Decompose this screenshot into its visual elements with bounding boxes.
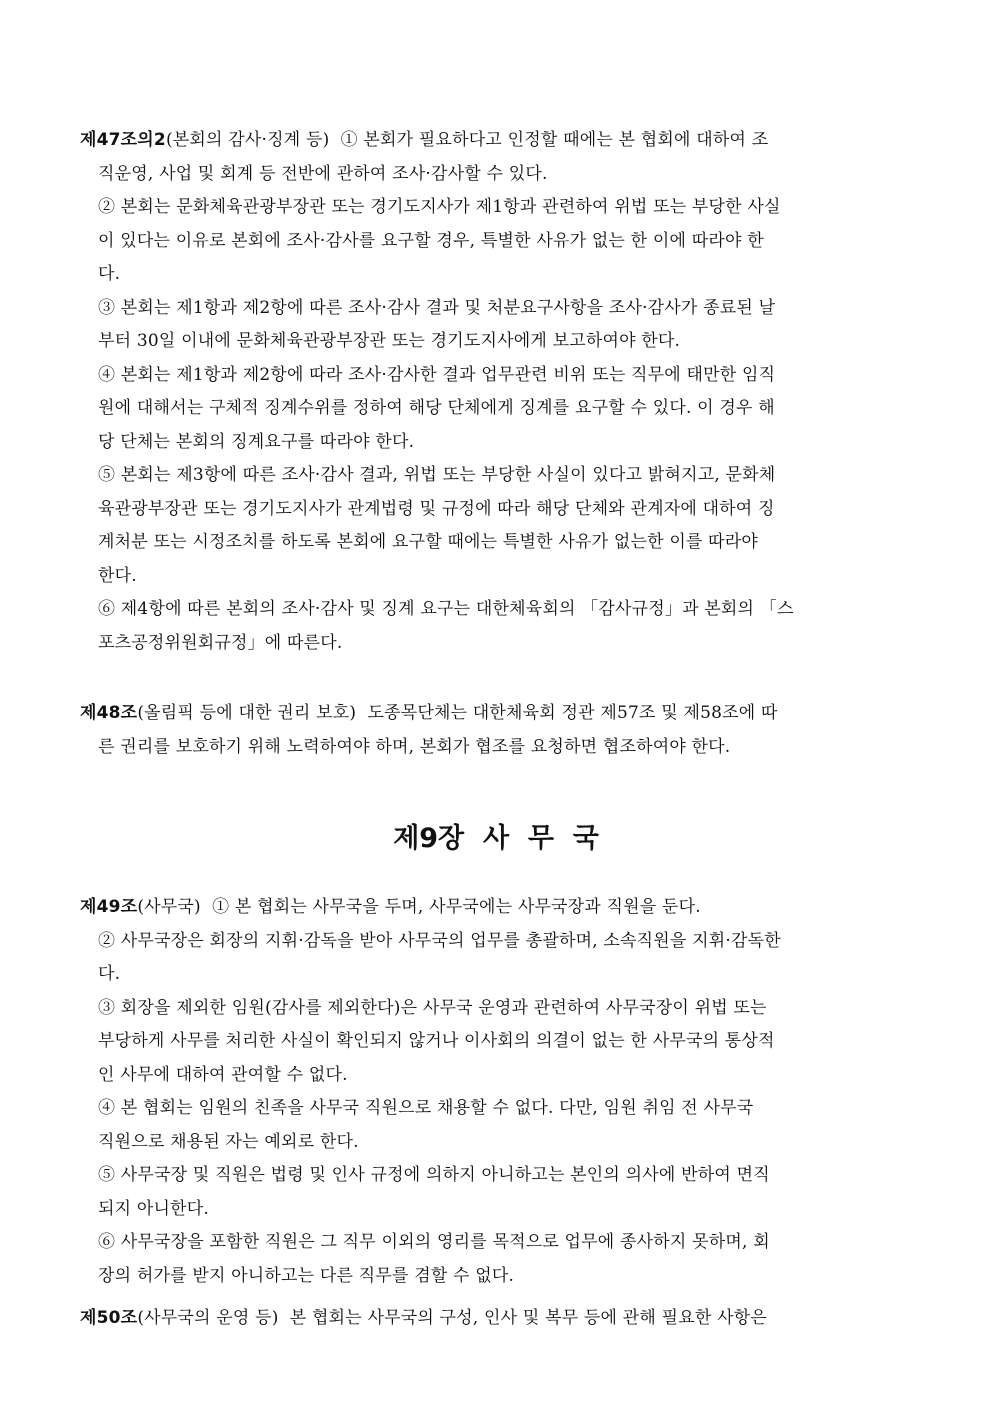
article-48-first-line [80, 697, 912, 731]
article-text-line: ③ 본회는 제1항과 제2항에 따른 조사·감사 결과 및 처분요구사항을 조사·감사가 종료된 날 [98, 297, 776, 318]
article-text-line: 부터 30일 이내에 문화체육관광부장관 또는 경기도지사에게 보고하여야 한다. [98, 331, 681, 351]
article-47-2 [80, 124, 912, 660]
article-text-line: 육관광부장관 또는 경기도지사가 관계법령 및 규정에 따라 해당 단체와 관계자에 대하여 징 [98, 498, 775, 519]
article-text-line: 른 권리를 보호하기 위해 노력하여야 하며, 본회가 협조를 요청하면 협조하여야 한다. [98, 736, 731, 757]
article-49 [80, 891, 912, 1293]
article-text-line: 부당하게 사무를 처리한 사실이 확인되지 않거나 이사회의 의결이 없는 한 사무국의 통상적 [98, 1031, 775, 1051]
article-text-line: 포츠공정위원회규정」에 따른다. [98, 632, 343, 653]
article-text-line: 다. [98, 264, 121, 284]
article-text-line: 원에 대해서는 구체적 징계수위를 정하여 해당 단체에게 징계를 요구할 수 있다. 이 경우 해 [98, 398, 775, 418]
article-title: (사무국의 운영 등) [137, 1308, 279, 1328]
article-50-first-line [80, 1302, 912, 1336]
article-text-line: ① 본회가 필요하다고 인정할 때에는 본 협회에 대하여 조 [340, 130, 769, 150]
article-text-line: ② 본회는 문화체육관광부장관 또는 경기도지사가 제1항과 관련하여 위법 또는 부당한 사실 [98, 197, 781, 217]
article-text-line: ⑥ 사무국장을 포함한 직원은 그 직무 이외의 영리를 목적으로 업무에 종사하지 못하며, 회 [98, 1232, 770, 1252]
article-text-line: ⑤ 본회는 제3항에 따른 조사·감사 결과, 위법 또는 부당한 사실이 있다고 밝혀지고, 문화체 [98, 465, 776, 485]
article-text-line: ⑤ 사무국장 및 직원은 법령 및 인사 규정에 의하지 아니하고는 본인의 의사에 반하여 면직 [98, 1165, 770, 1185]
article-number: 제48조 [80, 703, 138, 723]
article-number: 제50조 [80, 1308, 138, 1328]
article-text-line: 당 단체는 본회의 징계요구를 따라야 한다. [98, 431, 415, 452]
article-title: (본회의 감사·징계 등) [165, 130, 330, 150]
article-text-line: ① 본 협회는 사무국을 두며, 사무국에는 사무국장과 직원을 둔다. [212, 897, 701, 917]
article-text-line: 이 있다는 이유로 본회에 조사·감사를 요구할 경우, 특별한 사유가 없는 한 이에 따라야 한 [98, 230, 764, 251]
article-text-line: 계처분 또는 시정조치를 하도록 본회에 요구할 때에는 특별한 사유가 없는한 이를 따라야 [98, 532, 759, 552]
article-number: 제49조 [80, 897, 138, 917]
article-text-line: 한다. [98, 565, 137, 586]
article-text-line: ④ 본회는 제1항과 제2항에 따라 조사·감사한 결과 업무관련 비위 또는 직무에 태만한 임직 [98, 364, 776, 385]
article-title: (올림픽 등에 대한 권리 보호) [137, 703, 357, 723]
article-text-line: 인 사무에 대하여 관여할 수 없다. [98, 1064, 348, 1085]
article-text-line: 도종목단체는 대한체육회 정관 제57조 및 제58조에 따 [367, 703, 778, 723]
article-text-line: ⑥ 제4항에 따른 본회의 조사·감사 및 징계 요구는 대한체육회의 「감사규정」과 본회의 「스 [98, 599, 794, 619]
article-50 [80, 1302, 912, 1336]
article-text-line: 직운영, 사업 및 회계 등 전반에 관하여 조사·감사할 수 있다. [98, 163, 548, 184]
article-text-line: 장의 허가를 받지 아니하고는 다른 직무를 겸할 수 없다. [98, 1265, 515, 1286]
article-47-2-first-line [80, 124, 912, 158]
article-49-first-line [80, 891, 912, 925]
article-text-line: ③ 회장을 제외한 임원(감사를 제외한다)은 사무국 운영과 관련하여 사무국장이 위법 또는 [98, 997, 767, 1018]
article-text-line: 직원으로 채용된 자는 예외로 한다. [98, 1131, 359, 1152]
article-text-line: 본 협회는 사무국의 구성, 인사 및 복무 등에 관해 필요한 사항은 [289, 1308, 767, 1328]
chapter-heading: 제9장 사 무 국 [393, 823, 599, 854]
article-text-line: 다. [98, 964, 121, 984]
article-title: (사무국) [137, 897, 201, 917]
article-text-line: 되지 아니한다. [98, 1198, 209, 1219]
article-number: 제47조의2 [80, 130, 166, 150]
article-text-line: ④ 본 협회는 임원의 친족을 사무국 직원으로 채용할 수 없다. 다만, 임원 취임 전 사무국 [98, 1098, 754, 1118]
article-text-line: ② 사무국장은 회장의 지휘·감독을 받아 사무국의 업무를 총괄하며, 소속직원을 지휘·감독한 [98, 930, 781, 951]
article-48 [80, 697, 912, 764]
